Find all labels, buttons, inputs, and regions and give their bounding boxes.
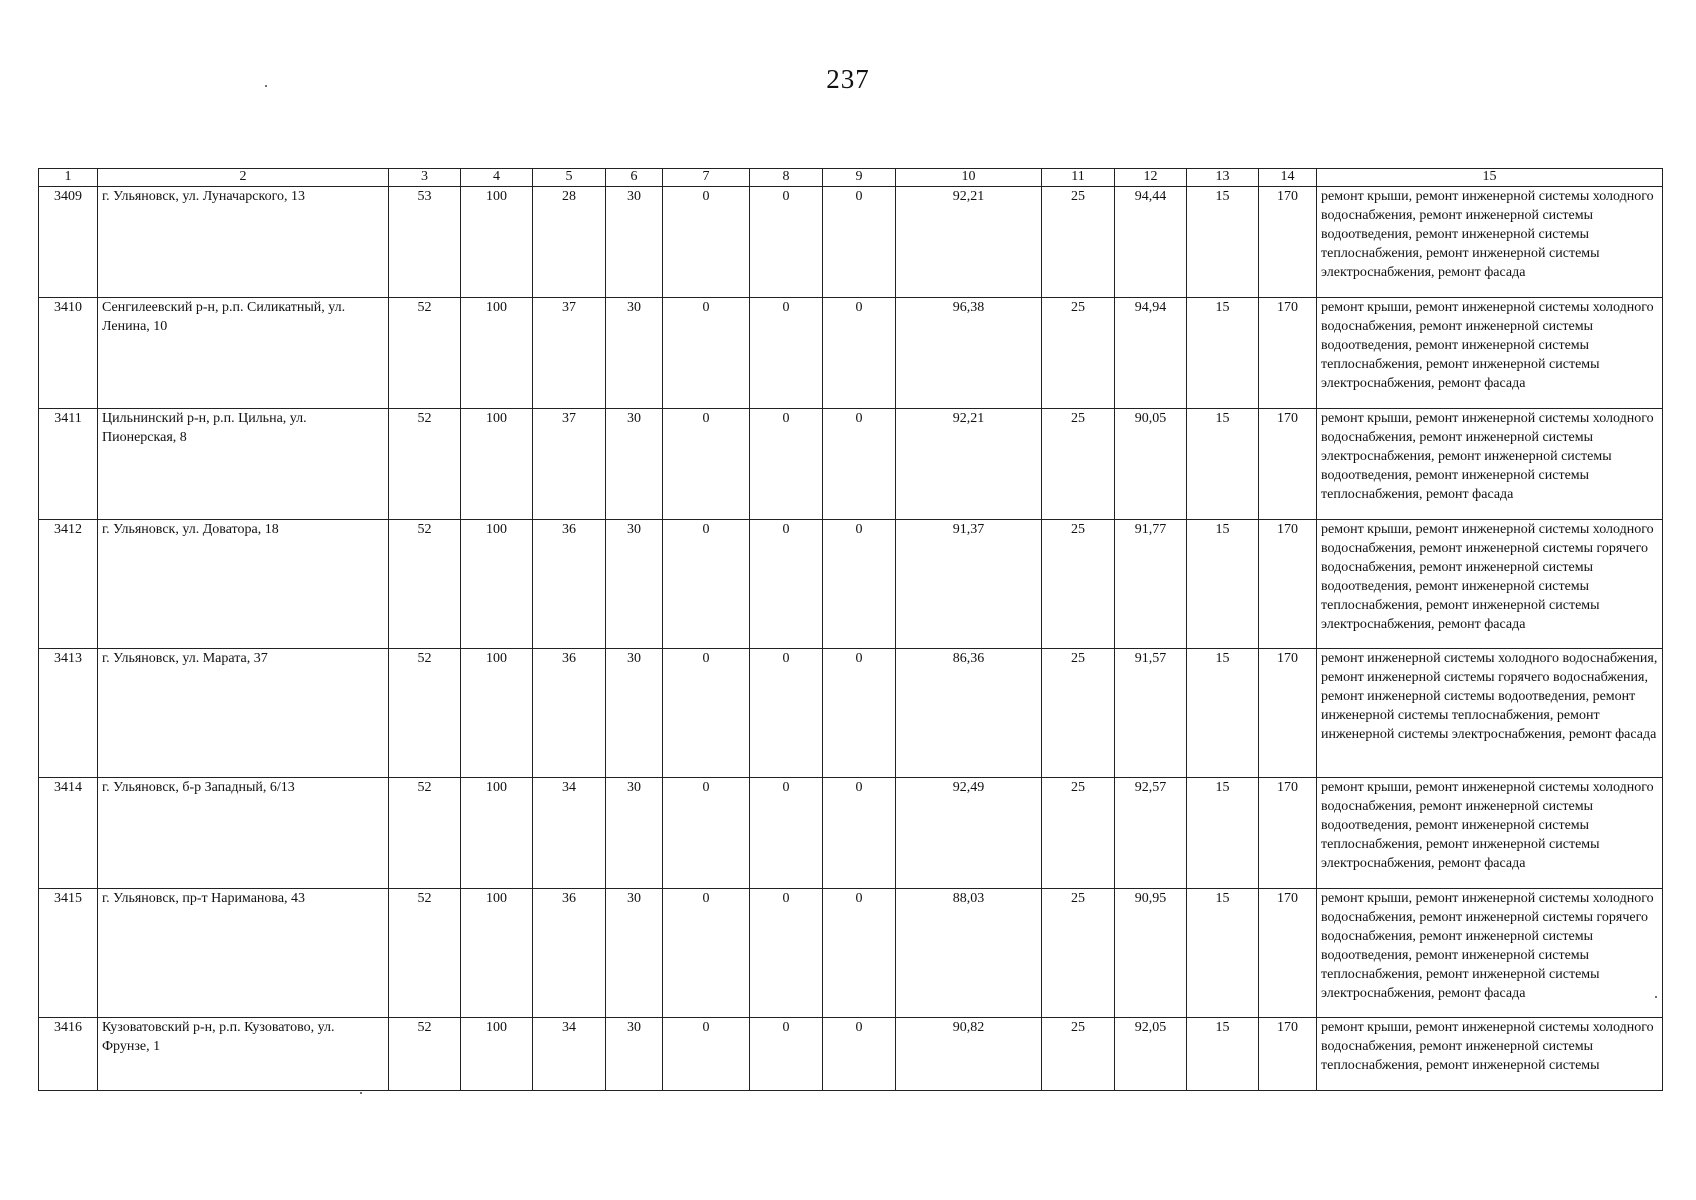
value-cell: 15	[1187, 187, 1259, 298]
table-row	[39, 889, 1663, 1018]
address-cell: г. Ульяновск, ул. Луначарского, 13	[98, 187, 389, 298]
value-cell: 100	[461, 1018, 533, 1091]
value-cell: 15	[1187, 409, 1259, 520]
value-cell: 96,38	[896, 298, 1042, 409]
value-cell: 15	[1187, 778, 1259, 889]
value-cell: 25	[1042, 889, 1115, 1018]
value-cell: 0	[663, 889, 750, 1018]
column-header: 3	[389, 169, 461, 187]
address-cell: г. Ульяновск, пр-т Нариманова, 43	[98, 889, 389, 1018]
column-header: 1	[39, 169, 98, 187]
repair-works-cell: ремонт инженерной системы холодного водоснабжения, ремонт инженерной системы горячего водоснабжения, ремонт инженерной системы водоотведения, ремонт инженерной системы теплоснабжения, ремонт инженерной системы электроснабжения, ремонт фасада	[1317, 649, 1663, 778]
value-cell: 15	[1187, 520, 1259, 649]
column-header: 7	[663, 169, 750, 187]
column-header: 5	[533, 169, 606, 187]
value-cell: 100	[461, 520, 533, 649]
record-number: 3414	[39, 778, 98, 889]
address-cell: Сенгилеевский р-н, р.п. Силикатный, ул. Ленина, 10	[98, 298, 389, 409]
value-cell: 0	[663, 187, 750, 298]
value-cell: 0	[663, 649, 750, 778]
table-row	[39, 649, 1663, 778]
repair-works-cell: ремонт крыши, ремонт инженерной системы холодного водоснабжения, ремонт инженерной системы водоотведения, ремонт инженерной системы теплоснабжения, ремонт инженерной системы электроснабжения, ремонт фасада	[1317, 187, 1663, 298]
column-header: 11	[1042, 169, 1115, 187]
table-row	[39, 520, 1663, 649]
table-body	[39, 187, 1663, 1091]
value-cell: 0	[750, 187, 823, 298]
value-cell: 170	[1259, 298, 1317, 409]
value-cell: 0	[823, 187, 896, 298]
value-cell: 88,03	[896, 889, 1042, 1018]
table-row	[39, 187, 1663, 298]
value-cell: 30	[606, 409, 663, 520]
value-cell: 0	[663, 298, 750, 409]
column-header: 14	[1259, 169, 1317, 187]
value-cell: 30	[606, 1018, 663, 1091]
value-cell: 52	[389, 649, 461, 778]
repair-works-cell: ремонт крыши, ремонт инженерной системы холодного водоснабжения, ремонт инженерной системы теплоснабжения, ремонт инженерной системы	[1317, 1018, 1663, 1091]
value-cell: 170	[1259, 778, 1317, 889]
repair-works-cell: ремонт крыши, ремонт инженерной системы холодного водоснабжения, ремонт инженерной системы водоотведения, ремонт инженерной системы теплоснабжения, ремонт инженерной системы электроснабжения, ремонт фасада	[1317, 778, 1663, 889]
value-cell: 37	[533, 298, 606, 409]
value-cell: 0	[663, 1018, 750, 1091]
value-cell: 30	[606, 187, 663, 298]
value-cell: 100	[461, 649, 533, 778]
value-cell: 92,21	[896, 409, 1042, 520]
record-number: 3409	[39, 187, 98, 298]
scan-speck	[360, 1092, 362, 1094]
value-cell: 92,05	[1115, 1018, 1187, 1091]
column-header: 12	[1115, 169, 1187, 187]
value-cell: 92,49	[896, 778, 1042, 889]
housing-repair-table	[38, 168, 1663, 1091]
value-cell: 92,21	[896, 187, 1042, 298]
repair-works-cell: ремонт крыши, ремонт инженерной системы холодного водоснабжения, ремонт инженерной системы электроснабжения, ремонт инженерной системы водоотведения, ремонт инженерной системы теплоснабжения, ремонт фасада	[1317, 409, 1663, 520]
value-cell: 100	[461, 889, 533, 1018]
column-header: 9	[823, 169, 896, 187]
value-cell: 90,95	[1115, 889, 1187, 1018]
scan-speck	[1655, 996, 1657, 998]
value-cell: 52	[389, 1018, 461, 1091]
value-cell: 52	[389, 889, 461, 1018]
column-header: 6	[606, 169, 663, 187]
value-cell: 30	[606, 649, 663, 778]
address-cell: г. Ульяновск, ул. Доватора, 18	[98, 520, 389, 649]
value-cell: 36	[533, 889, 606, 1018]
value-cell: 52	[389, 298, 461, 409]
page-number: 237	[826, 64, 870, 94]
value-cell: 52	[389, 520, 461, 649]
value-cell: 30	[606, 889, 663, 1018]
value-cell: 36	[533, 520, 606, 649]
value-cell: 0	[823, 649, 896, 778]
repair-works-cell: ремонт крыши, ремонт инженерной системы холодного водоснабжения, ремонт инженерной системы горячего водоснабжения, ремонт инженерной системы водоотведения, ремонт инженерной системы теплоснабжения, ремонт инженерной системы электроснабжения, ремонт фасада	[1317, 520, 1663, 649]
value-cell: 36	[533, 649, 606, 778]
column-number-row	[39, 169, 1663, 187]
value-cell: 91,57	[1115, 649, 1187, 778]
value-cell: 170	[1259, 187, 1317, 298]
column-header: 2	[98, 169, 389, 187]
value-cell: 170	[1259, 889, 1317, 1018]
value-cell: 0	[823, 889, 896, 1018]
record-number: 3411	[39, 409, 98, 520]
column-header: 8	[750, 169, 823, 187]
value-cell: 0	[750, 889, 823, 1018]
value-cell: 25	[1042, 409, 1115, 520]
value-cell: 92,57	[1115, 778, 1187, 889]
address-cell: Цильнинский р-н, р.п. Цильна, ул. Пионерская, 8	[98, 409, 389, 520]
value-cell: 0	[750, 520, 823, 649]
value-cell: 91,77	[1115, 520, 1187, 649]
record-number: 3416	[39, 1018, 98, 1091]
value-cell: 0	[823, 298, 896, 409]
value-cell: 25	[1042, 1018, 1115, 1091]
value-cell: 100	[461, 409, 533, 520]
value-cell: 15	[1187, 298, 1259, 409]
value-cell: 0	[823, 1018, 896, 1091]
column-header: 13	[1187, 169, 1259, 187]
value-cell: 25	[1042, 649, 1115, 778]
value-cell: 0	[750, 409, 823, 520]
column-header: 15	[1317, 169, 1663, 187]
record-number: 3413	[39, 649, 98, 778]
value-cell: 0	[750, 1018, 823, 1091]
table-row	[39, 1018, 1663, 1091]
scan-speck	[265, 85, 267, 87]
value-cell: 0	[823, 778, 896, 889]
value-cell: 0	[750, 298, 823, 409]
value-cell: 25	[1042, 778, 1115, 889]
value-cell: 34	[533, 1018, 606, 1091]
value-cell: 15	[1187, 649, 1259, 778]
value-cell: 0	[663, 409, 750, 520]
table-row	[39, 778, 1663, 889]
value-cell: 25	[1042, 187, 1115, 298]
repair-works-cell: ремонт крыши, ремонт инженерной системы холодного водоснабжения, ремонт инженерной системы водоотведения, ремонт инженерной системы теплоснабжения, ремонт инженерной системы электроснабжения, ремонт фасада	[1317, 298, 1663, 409]
column-header: 10	[896, 169, 1042, 187]
value-cell: 100	[461, 298, 533, 409]
value-cell: 86,36	[896, 649, 1042, 778]
value-cell: 94,44	[1115, 187, 1187, 298]
value-cell: 30	[606, 520, 663, 649]
value-cell: 15	[1187, 889, 1259, 1018]
address-cell: г. Ульяновск, б-р Западный, 6/13	[98, 778, 389, 889]
value-cell: 28	[533, 187, 606, 298]
value-cell: 170	[1259, 649, 1317, 778]
address-cell: г. Ульяновск, ул. Марата, 37	[98, 649, 389, 778]
value-cell: 0	[823, 409, 896, 520]
value-cell: 15	[1187, 1018, 1259, 1091]
value-cell: 25	[1042, 298, 1115, 409]
record-number: 3415	[39, 889, 98, 1018]
value-cell: 34	[533, 778, 606, 889]
address-cell: Кузоватовский р-н, р.п. Кузоватово, ул. Фрунзе, 1	[98, 1018, 389, 1091]
value-cell: 0	[823, 520, 896, 649]
record-number: 3410	[39, 298, 98, 409]
value-cell: 170	[1259, 409, 1317, 520]
value-cell: 25	[1042, 520, 1115, 649]
value-cell: 90,05	[1115, 409, 1187, 520]
repair-works-cell: ремонт крыши, ремонт инженерной системы холодного водоснабжения, ремонт инженерной системы горячего водоснабжения, ремонт инженерной системы водоотведения, ремонт инженерной системы теплоснабжения, ремонт инженерной системы электроснабжения, ремонт фасада	[1317, 889, 1663, 1018]
table-row	[39, 298, 1663, 409]
column-header: 4	[461, 169, 533, 187]
value-cell: 0	[663, 520, 750, 649]
value-cell: 100	[461, 187, 533, 298]
value-cell: 0	[750, 649, 823, 778]
value-cell: 0	[750, 778, 823, 889]
table-row	[39, 409, 1663, 520]
value-cell: 30	[606, 298, 663, 409]
value-cell: 94,94	[1115, 298, 1187, 409]
value-cell: 91,37	[896, 520, 1042, 649]
value-cell: 100	[461, 778, 533, 889]
value-cell: 170	[1259, 1018, 1317, 1091]
value-cell: 52	[389, 409, 461, 520]
value-cell: 37	[533, 409, 606, 520]
value-cell: 90,82	[896, 1018, 1042, 1091]
value-cell: 52	[389, 778, 461, 889]
value-cell: 0	[663, 778, 750, 889]
record-number: 3412	[39, 520, 98, 649]
value-cell: 30	[606, 778, 663, 889]
value-cell: 170	[1259, 520, 1317, 649]
value-cell: 53	[389, 187, 461, 298]
